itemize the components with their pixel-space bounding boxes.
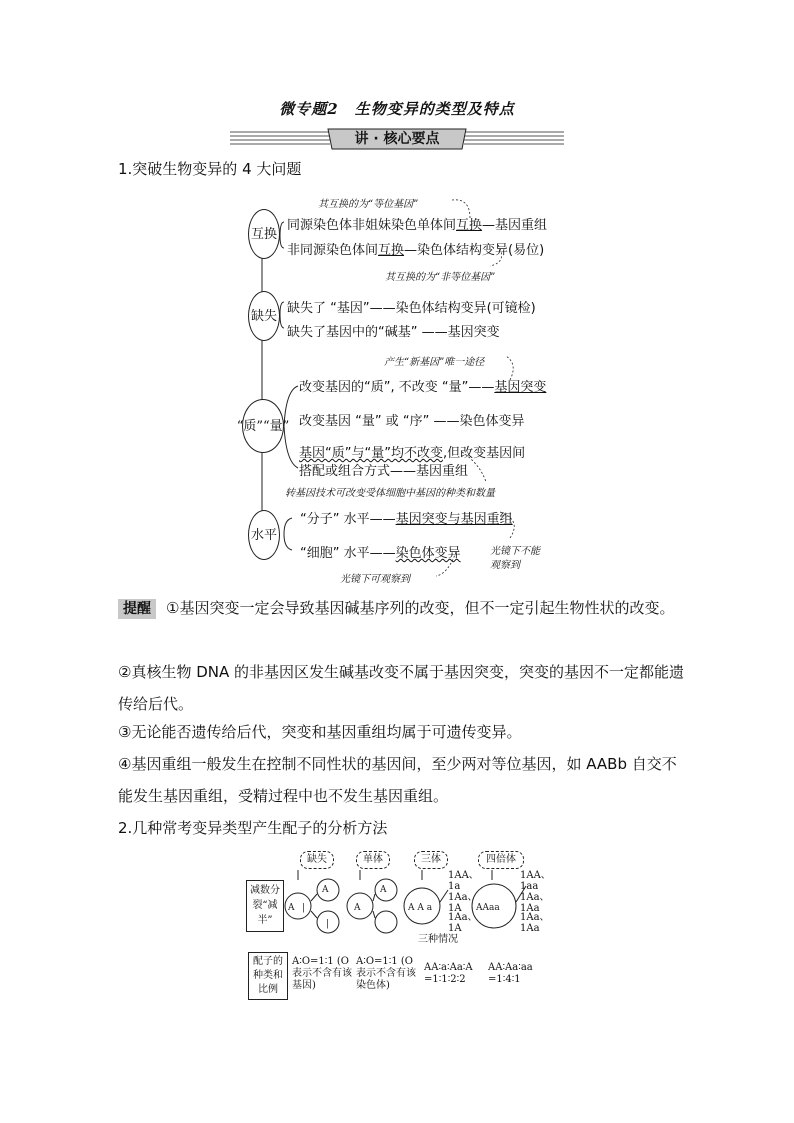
type-tetraploid: 四倍体 (478, 851, 524, 869)
tetraploid-result-1: 1Aa、1Aa (520, 892, 550, 914)
section1-heading: 1.突破生物变异的 4 大问题 (118, 160, 302, 178)
zhiliang-line2: 改变基因 “量” 或 “序” ——染色体变异 (299, 414, 525, 429)
ratio-trisomy: AA∶a∶Aa∶A =1∶1∶2∶2 (424, 962, 473, 985)
note-allelic: 其互换的为“等位基因” (318, 199, 419, 210)
zhiliang-line3: 基因“质”与“量”均不改变,但改变基因间 (299, 446, 526, 461)
shuiping-line2: “细胞” 水平——染色体变异 (300, 546, 461, 561)
tetraploid-result-0: 1AA、1aa (520, 870, 551, 892)
svg-text:A A a: A A a (408, 903, 433, 913)
svg-text:A: A (354, 903, 361, 913)
oval-zhiliang: “质”“量” (242, 399, 284, 453)
page-title: 微专题2 生物变异的类型及特点 (279, 100, 515, 118)
section2-heading: 2.几种常考变异类型产生配子的分析方法 (118, 819, 388, 837)
tetraploid-result-2: 1Aa、1Aa (520, 912, 550, 934)
trisomy-result-0: 1AA、1a (448, 870, 479, 892)
oval-shuiping: 水平 (248, 510, 280, 560)
huhuan-line2: 非同源染色体间互换—染色体结构变异(易位) (287, 243, 545, 258)
tip-p3: ③无论能否遗传给后代，突变和基因重组均属于可遗传变异。 (118, 723, 522, 741)
ratio-deletion: A∶O=1∶1 (O表示不含有该基因) (292, 956, 352, 991)
meiosis-drawing (282, 868, 552, 938)
type-deletion: 缺失 (300, 851, 334, 869)
svg-text:A: A (322, 885, 329, 895)
trisomy-result-1: 1Aa、1A (448, 892, 478, 914)
note-transgenic: 转基因技术可改变受体细胞中基因的种类和数量 (285, 488, 495, 499)
queshi-line1: 缺失了 “基因”——染色体结构变异(可镜检) (287, 301, 536, 316)
note-nonallelic: 其互换的为“非等位基因” (385, 272, 496, 283)
trisomy-caption: 三种情况 (418, 934, 458, 945)
note-visible: 光镜下可观察到 (340, 574, 410, 585)
oval-queshi: 缺失 (248, 291, 280, 341)
trisomy-result-2: 1Aa、1A (448, 912, 478, 934)
svg-text:|: | (302, 903, 306, 913)
oval-huhuan: 互换 (248, 209, 280, 259)
tip-p2: ②真核生物 DNA 的非基因区发生碱基改变不属于基因突变，突变的基因不一定都能遗传给后代。 (118, 663, 685, 713)
ratio-tetraploid: AA∶Aa∶aa =1∶4∶1 (488, 962, 533, 985)
svg-text:A: A (288, 903, 295, 913)
queshi-line2: 缺失了基因中的“碱基” ——基因突变 (287, 325, 500, 340)
ratio-monosomy: A∶O=1∶1 (O表示不含有该染色体) (356, 956, 416, 991)
note-not-visible: 光镜下不能观察到 (490, 546, 540, 571)
svg-text:AAaa: AAaa (476, 903, 500, 913)
tip-p1: 提醒 ①基因突变一定会导致基因碱基序列的改变，但不一定引起生物性状的改变。 (118, 592, 688, 624)
type-monosomy: 单体 (356, 851, 390, 869)
zhiliang-line4: 搭配或组合方式——基因重组 (299, 464, 469, 479)
svg-text:|: | (326, 919, 330, 929)
svg-text:A: A (380, 885, 387, 895)
note-new-gene: 产生“新基因”唯一途径 (384, 357, 485, 368)
label-meiosis: 减数分裂“减半” (246, 880, 284, 932)
type-trisomy: 三体 (414, 851, 448, 869)
label-gamete-ratio: 配子的种类和比例 (248, 952, 288, 1000)
zhiliang-line1: 改变基因的“质”, 不改变 “量”——基因突变 (299, 380, 547, 395)
tip-label: 提醒 (118, 599, 156, 619)
huhuan-line1: 同源染色体非姐妹染色单体间互换—基因重组 (287, 218, 548, 233)
shuiping-line1: “分子” 水平——基因突变与基因重组 (300, 512, 513, 527)
tip-p4: ④基因重组一般发生在控制不同性状的基因间，至少两对等位基因，如 AABb 自交不能发生基因重组，受精过程中也不发生基因重组。 (118, 755, 677, 805)
banner-label: 讲 · 核心要点 (354, 131, 440, 147)
